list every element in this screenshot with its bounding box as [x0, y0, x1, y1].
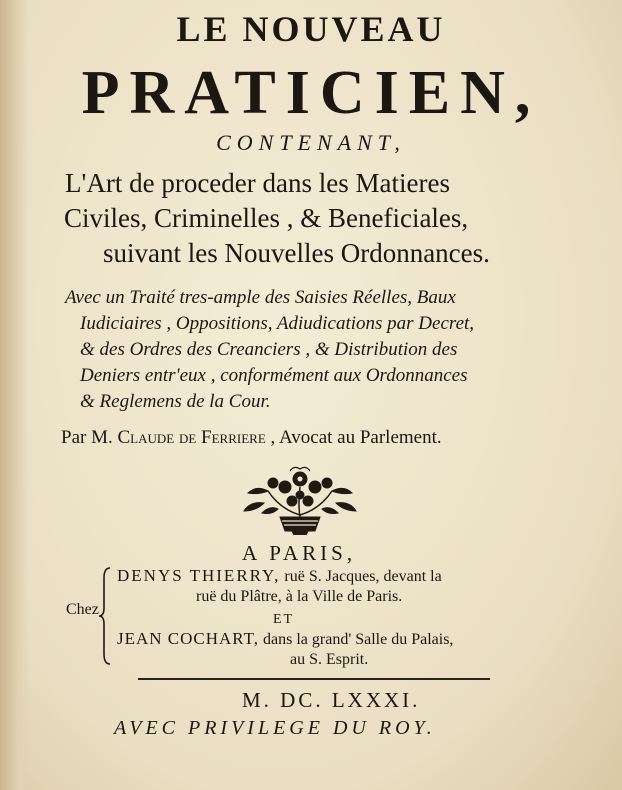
publisher-2-address-2: au S. Esprit. [290, 651, 369, 668]
publication-date: M. DC. LXXXI. [242, 688, 421, 712]
publisher-2-line-1 [117, 629, 453, 649]
publisher-brace [98, 566, 112, 666]
title-line-2: PRATICIEN, [81, 59, 541, 127]
chez-label: Chez [66, 601, 99, 618]
publisher-2-address-1: dans la grand' Salle du Palais, [263, 631, 454, 648]
subtitle-line-2: Civiles, Criminelles , & Beneficiales, [64, 203, 469, 233]
description-line-1: Avec un Traité tres-ample des Saisies Réelles, Baux [65, 287, 456, 308]
author-name: Claude de Ferriere [117, 427, 266, 448]
author-prefix: Par M. [61, 427, 113, 448]
publisher-1-line-1 [117, 566, 442, 586]
publisher-2-name: JEAN COCHART, [117, 629, 260, 648]
imprint-rule [138, 678, 490, 680]
publisher-1-address-2: ruë du Plâtre, à la Ville de Paris. [196, 588, 403, 605]
description-line-4: Deniers entr'eux , conformément aux Ordonnances [80, 365, 468, 386]
imprint-et: ET [273, 612, 295, 627]
royal-privilege: AVEC PRIVILEGE DU ROY. [114, 717, 436, 739]
publisher-1-name: DENYS THIERRY, [117, 566, 281, 585]
subtitle-line-3: suivant les Nouvelles Ordonnances. [103, 238, 490, 268]
author-line [61, 427, 442, 449]
publisher-1-address-1: ruë S. Jacques, devant la [284, 568, 442, 585]
title-line-1: LE NOUVEAU [176, 9, 446, 49]
author-suffix: , Avocat au Parlement. [270, 427, 442, 448]
subtitle-line-1: L'Art de proceder dans les Matieres [65, 168, 450, 198]
description-line-2: Iudiciaires , Oppositions, Adiudications par Decret, [80, 313, 475, 334]
imprint-city: A PARIS, [242, 541, 357, 565]
description-line-3: & des Ordres des Creanciers , & Distribution des [80, 339, 458, 360]
contenant-heading: CONTENANT, [216, 130, 406, 155]
description-line-5: & Reglemens de la Cour. [80, 391, 271, 412]
flower-basket-ornament-icon [240, 465, 360, 535]
